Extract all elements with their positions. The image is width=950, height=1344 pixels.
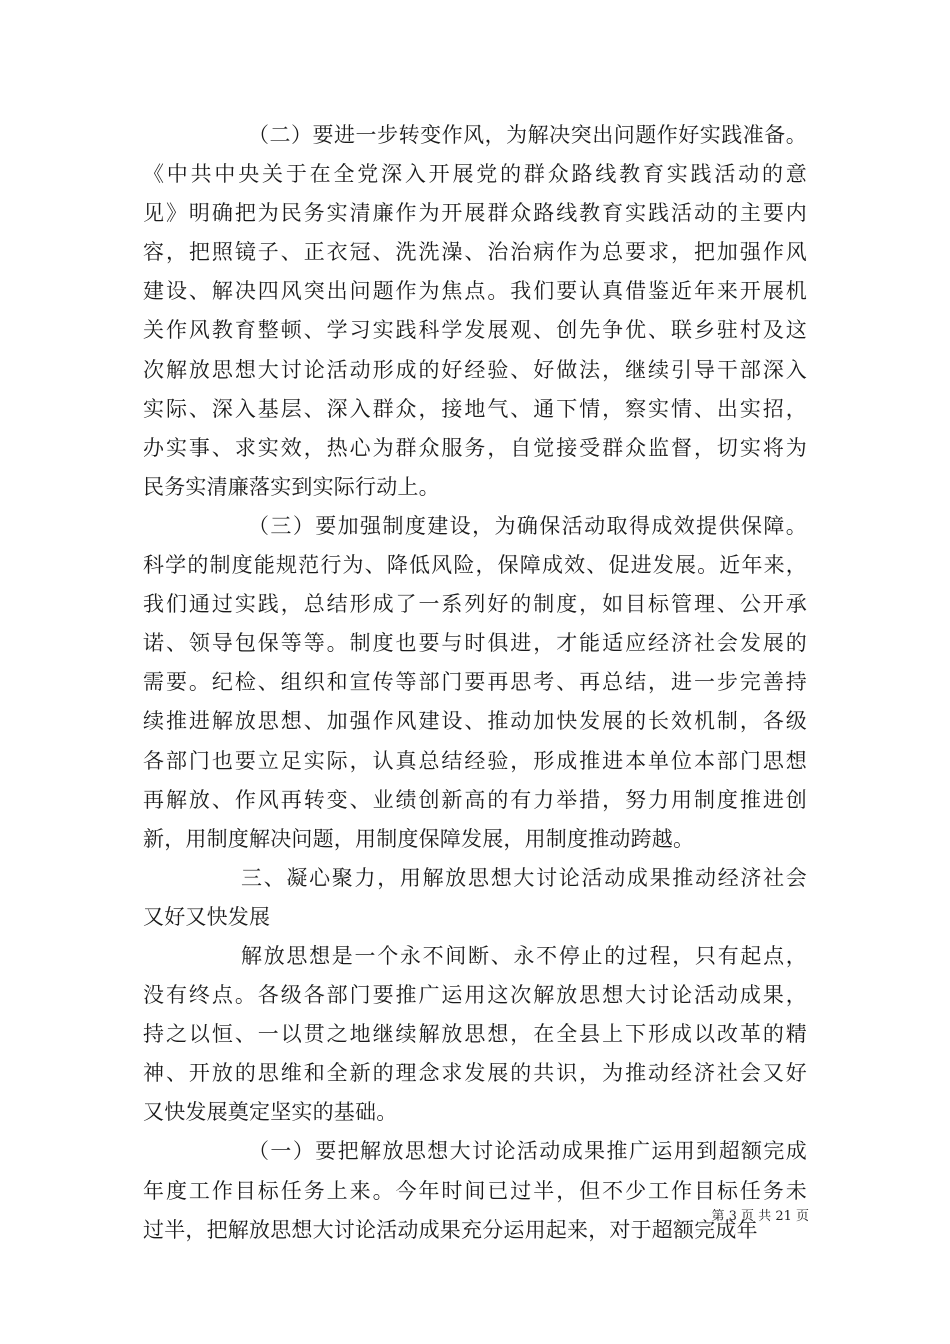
text-line: 《中共中央关于在全党深入开展党的群众路线教育实践活动的意 <box>143 162 807 187</box>
text-line: 见》明确把为民务实清廉作为开展群众路线教育实践活动的主要内 <box>143 201 807 226</box>
text-line: 神、开放的思维和全新的理念求发展的共识，为推动经济社会又好 <box>143 1061 807 1086</box>
text-line: 年度工作目标任务上来。今年时间已过半，但不少工作目标任务未 <box>143 1178 807 1203</box>
text-line: 解放思想是一个永不间断、永不停止的过程，只有起点， <box>241 943 807 968</box>
text-line: 各部门也要立足实际，认真总结经验，形成推进本单位本部门思想 <box>143 748 807 773</box>
text-line: 过半，把解放思想大讨论活动成果充分运用起来，对于超额完成年 <box>143 1217 758 1242</box>
text-line: 次解放思想大讨论活动形成的好经验、好做法，继续引导干部深入 <box>143 357 807 382</box>
text-line: 新，用制度解决问题，用制度保障发展，用制度推动跨越。 <box>143 826 695 851</box>
paragraph <box>143 859 807 937</box>
text-line: 容，把照镜子、正衣冠、洗洗澡、治治病作为总要求，把加强作风 <box>143 240 807 265</box>
text-line: 建设、解决四风突出问题作为焦点。我们要认真借鉴近年来开展机 <box>143 279 807 304</box>
text-line: 需要。纪检、组织和宣传等部门要再思考、再总结，进一步完善持 <box>143 670 807 695</box>
text-line: （三）要加强制度建设，为确保活动取得成效提供保障。 <box>248 513 807 538</box>
text-line: 科学的制度能规范行为、降低风险，保障成效、促进发展。近年来， <box>143 553 807 578</box>
document-body <box>143 116 807 1250</box>
text-line: （一）要把解放思想大讨论活动成果推广运用到超额完成 <box>248 1139 807 1164</box>
paragraph <box>143 937 807 1132</box>
paragraph <box>143 116 807 507</box>
text-line: 持之以恒、一以贯之地继续解放思想，在全县上下形成以改革的精 <box>143 1022 807 1047</box>
text-line: 再解放、作风再转变、业绩创新高的有力举措，努力用制度推进创 <box>143 787 807 812</box>
text-line: 没有终点。各级各部门要推广运用这次解放思想大讨论活动成果， <box>143 983 807 1008</box>
text-line: 民务实清廉落实到实际行动上。 <box>143 474 440 499</box>
text-line: 又好又快发展 <box>143 904 271 929</box>
page-number-footer: 第 3 页 共 21 页 <box>711 1209 809 1224</box>
text-line: （二）要进一步转变作风，为解决突出问题作好实践准备。 <box>248 123 807 147</box>
text-line: 诺、领导包保等等。制度也要与时俱进，才能适应经济社会发展的 <box>143 631 807 656</box>
paragraph <box>143 507 807 859</box>
text-line: 我们通过实践，总结形成了一系列好的制度，如目标管理、公开承 <box>143 592 807 617</box>
text-line: 办实事、求实效，热心为群众服务，自觉接受群众监督，切实将为 <box>143 435 807 460</box>
paragraph <box>143 1132 807 1249</box>
text-line: 三、凝心聚力，用解放思想大讨论活动成果推动经济社会 <box>241 865 807 890</box>
text-line: 又快发展奠定坚实的基础。 <box>143 1100 398 1125</box>
text-line: 实际、深入基层、深入群众，接地气、通下情，察实情、出实招， <box>143 396 807 421</box>
text-line: 续推进解放思想、加强作风建设、推动加快发展的长效机制，各级 <box>143 709 807 734</box>
text-line: 关作风教育整顿、学习实践科学发展观、创先争优、联乡驻村及这 <box>143 318 807 343</box>
